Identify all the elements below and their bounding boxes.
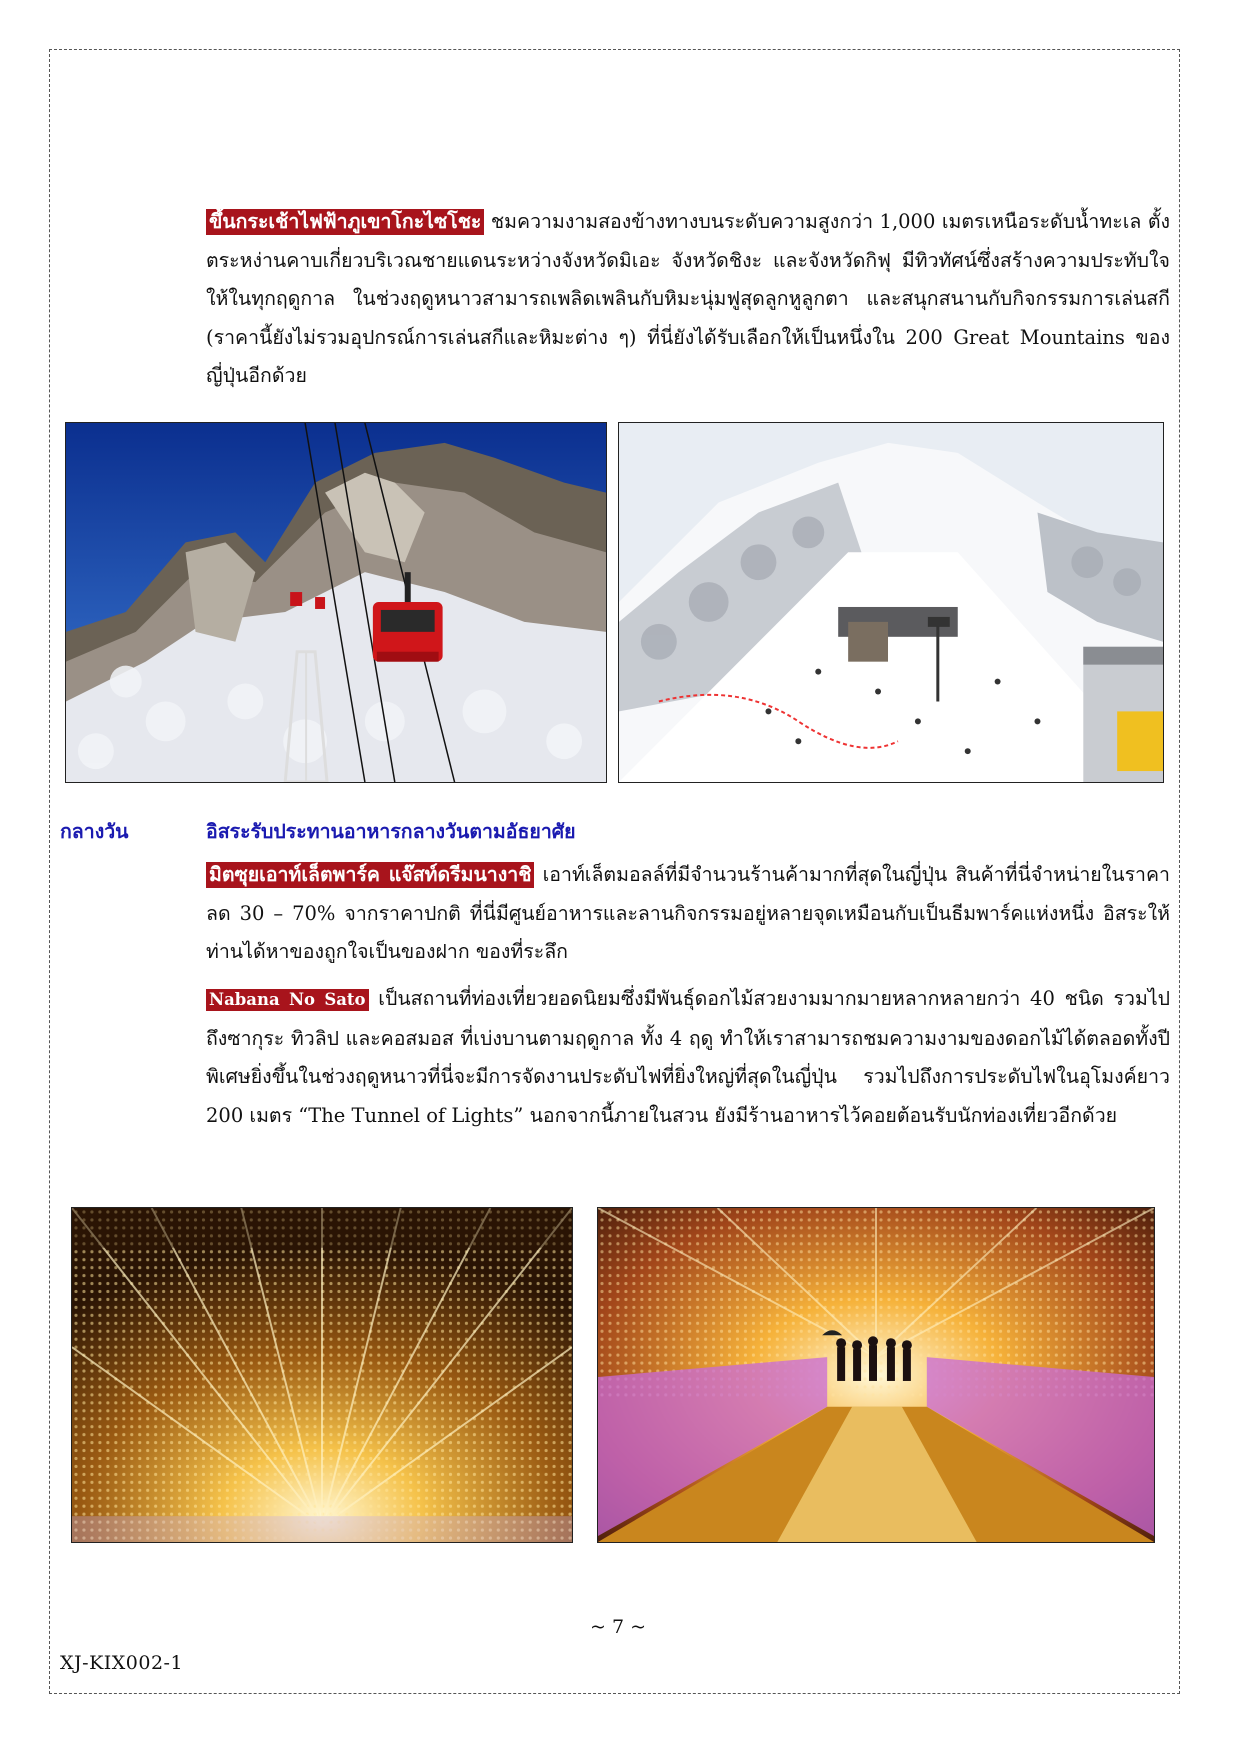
tunnel-lights-illustration-1 xyxy=(72,1208,572,1542)
document-code: XJ-KIX002-1 xyxy=(60,1652,184,1674)
outlet-paragraph xyxy=(206,856,1170,972)
ropeway-illustration xyxy=(66,423,606,782)
ropeway-paragraph xyxy=(206,203,1170,396)
ski-slope-illustration xyxy=(619,423,1163,782)
lunch-title: อิสระรับประทานอาหารกลางวันตามอัธยาศัย xyxy=(206,820,576,843)
nabana-highlight: Nabana No Sato xyxy=(206,989,369,1011)
nabana-paragraph xyxy=(206,980,1170,1135)
tunnel-lights-illustration-2 xyxy=(598,1208,1154,1542)
outlet-text: เอาท์เล็ตมอลล์ที่มีจำนวนร้านค้ามากที่สุดในญี่ปุ่น สินค้าที่นี่จำหน่ายในราคาลด 30 – 70% จากราคาปกติ ที่นี่มีศูนย์อาหารและลานกิจกรรมอยู่หลายจุดเหมือนกับเป็นธีมพาร์คแห่งหนึ่ง อิสระให้ท่านได้หาของถูกใจเป็นของฝาก ของที่ระลึก xyxy=(206,863,1170,963)
nabana-text: เป็นสถานที่ท่องเที่ยวยอดนิยมซึ่งมีพันธุ์ดอกไม้สวยงามมากมายหลากหลายกว่า 40 ชนิด รวมไปถึงซากุระ ทิวลิป และคอสมอส ที่เบ่งบานตามฤดูกาล ทั้ง 4 ฤดู ทำให้เราสามารถชมความงามของดอกไม้ได้ตลอดทั้งปี พิเศษยิ่งขึ้นในช่วงฤดูหนาวที่นี่จะมีการจัดงานประดับไฟที่ยิ่งใหญ่ที่สุดในญี่ปุ่น รวมไปถึงการประดับไฟในอุโมงค์ยาว 200 เมตร “The Tunnel of Lights” นอกจากนี้ภายในสวน ยังมีร้านอาหารไว้คอยต้อนรับนักท่องเที่ยวอีกด้วย xyxy=(206,987,1170,1127)
page-number: ~ 7 ~ xyxy=(590,1616,647,1638)
ropeway-highlight: ขึ้นกระเช้าไฟฟ้าภูเขาโกะไซโชะ xyxy=(206,209,484,235)
tunnel-lights-photo-1 xyxy=(71,1207,573,1543)
ski-slope-photo xyxy=(618,422,1164,783)
ropeway-photo xyxy=(65,422,607,783)
lunch-time-label: กลางวัน xyxy=(60,820,129,843)
tunnel-lights-photo-2 xyxy=(597,1207,1155,1543)
outlet-highlight: มิตซุยเอาท์เล็ตพาร์ค แจ๊สท์ดรีมนางาชิ xyxy=(206,862,534,888)
ropeway-text: ชมความงามสองข้างทางบนระดับความสูงกว่า 1,000 เมตรเหนือระดับน้ำทะเล ตั้งตระหง่านคาบเกี่ยวบริเวณชายแดนระหว่างจังหวัดมิเอะ จังหวัดชิงะ และจังหวัดกิฟุ มีทิวทัศน์ซึ่งสร้างความประทับใจให้ในทุกฤดูกาล ในช่วงฤดูหนาวสามารถเพลิดเพลินกับหิมะนุ่มฟูสุดลูกหูลูกตา และสนุกสนานกับกิจกรรมการเล่นสกี (ราคานี้ยังไม่รวมอุปกรณ์การเล่นสกีและหิมะต่าง ๆ) ที่นี่ยังได้รับเลือกให้เป็นหนึ่งใน 200 Great Mountains ของญี่ปุ่นอีกด้วย xyxy=(206,210,1170,387)
